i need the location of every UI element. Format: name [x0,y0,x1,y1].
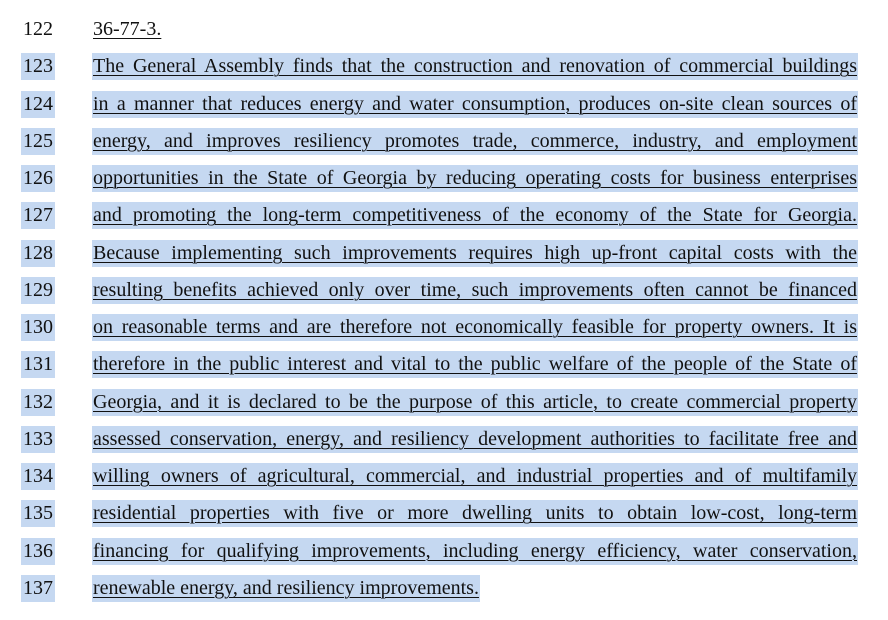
line-number: 122 [23,18,53,40]
selected-text-line[interactable]: on reasonable terms and are therefore not economically feasible for property owners. It is [92,314,858,341]
document-line [0,197,888,234]
selected-text-line[interactable]: assessed conservation, energy, and resiliency development authorities to facilitate free and [92,426,858,453]
selected-text-line[interactable]: renewable energy, and resiliency improvements. [92,575,480,602]
line-number: 137 [21,575,55,602]
document-line [0,309,888,346]
document-line [0,235,888,272]
document-line [0,570,888,607]
line-number: 125 [21,128,55,155]
document-line [0,384,888,421]
line-number: 126 [21,165,55,192]
line-number: 123 [21,53,55,80]
selected-text-line[interactable]: and promoting the long-term competitiveness of the economy of the State for Georgia. [92,202,858,229]
document-line [0,533,888,570]
selected-text-line[interactable]: energy, and improves resiliency promotes trade, commerce, industry, and employment [92,128,858,155]
selected-text-line[interactable]: The General Assembly finds that the construction and renovation of commercial buildings [92,53,858,80]
document-line [0,272,888,309]
selected-text-line[interactable]: residential properties with five or more dwelling units to obtain low-cost, long-term [92,500,858,527]
document-page [0,11,888,607]
line-number: 134 [21,463,55,490]
line-number: 135 [21,500,55,527]
document-line [0,48,888,85]
selected-text-line[interactable]: Because implementing such improvements requires high up-front capital costs with the [92,240,858,267]
line-number: 133 [21,426,55,453]
document-line [0,495,888,532]
document-line [0,421,888,458]
document-line [0,86,888,123]
line-number: 131 [21,351,55,378]
line-number: 132 [21,389,55,416]
selected-text-line[interactable]: opportunities in the State of Georgia by reducing operating costs for business enterprises [92,165,858,192]
document-line [0,346,888,383]
selected-text-line[interactable]: resulting benefits achieved only over time, such improvements often cannot be financed [92,277,858,304]
selected-text-line[interactable]: willing owners of agricultural, commercial, and industrial properties and of multifamily [92,463,858,490]
section-heading[interactable]: 36-77-3. [93,18,162,40]
document-line [0,11,888,48]
line-number: 128 [21,240,55,267]
line-number: 127 [21,202,55,229]
selected-text-line[interactable]: financing for qualifying improvements, including energy efficiency, water conservation, [92,538,858,565]
selected-text-line[interactable]: Georgia, and it is declared to be the purpose of this article, to create commercial property [92,389,858,416]
selected-text-line[interactable]: in a manner that reduces energy and water consumption, produces on-site clean sources of [92,91,858,118]
line-number: 130 [21,314,55,341]
line-number: 129 [21,277,55,304]
line-number: 136 [21,538,55,565]
document-line [0,458,888,495]
document-line [0,160,888,197]
selected-text-line[interactable]: therefore in the public interest and vital to the public welfare of the people of the State of [92,351,858,378]
line-number: 124 [21,91,55,118]
document-line [0,123,888,160]
